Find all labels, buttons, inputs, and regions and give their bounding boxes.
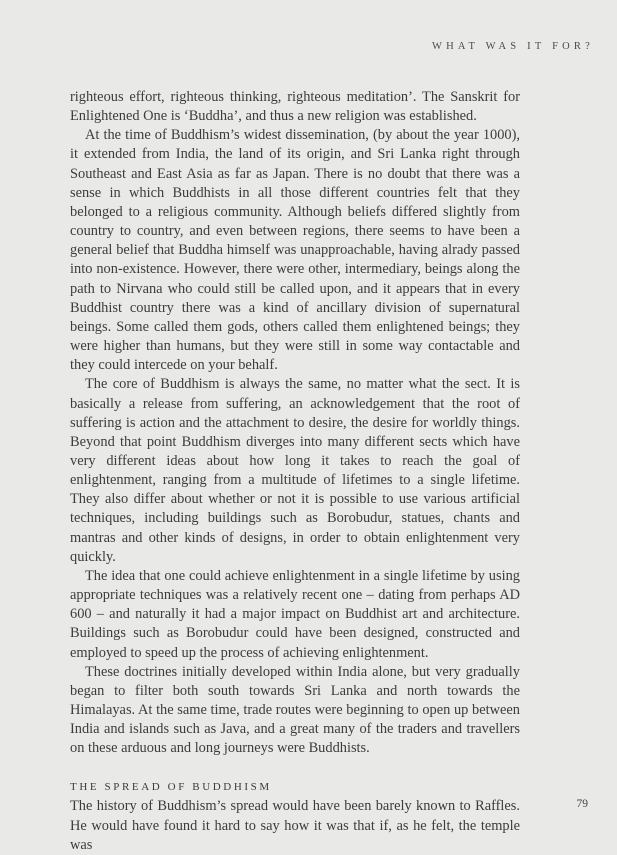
section-heading: THE SPREAD OF BUDDHISM (70, 781, 272, 794)
paragraph-5: These doctrines initially developed within India alone, but very gradually began to filter both south towards Sri Lanka and north towards the Himalayas. At the same time, trade routes were beginning to open up between India and islands such as Java, and a great many of the traders and travellers on these arduous and long journeys were Buddhists. (70, 663, 520, 757)
body-text (70, 88, 520, 855)
section-paragraph: The history of Buddhism’s spread would have been barely known to Raffles. He would have found it hard to say how it was that if, as he felt, the temple was (70, 798, 520, 853)
page-number: 79 (576, 798, 588, 810)
paragraph-1: righteous effort, righteous thinking, righteous meditation’. The Sanskrit for Enlightened One is ‘Buddha’, and thus a new religion was established. (70, 89, 520, 125)
running-head: WHAT WAS IT FOR? (432, 41, 594, 52)
paragraph-3: The core of Buddhism is always the same, no matter what the sect. It is basically a release from suffering, an acknowledgement that the root of suffering is action and the attachment to desire, the desire for worldly things. Beyond that point Buddhism diverges into many different sects which have very different ideas about how long it takes to reach the goal of enlightenment, ranging from a multitude of lifetimes to a single lifetime. They also differ about whether or not it is possible to use various artificial techniques, including buildings such as Borobudur, statues, chants and mantras and other kinds of designs, in order to obtain enlightenment very quickly. (70, 376, 520, 565)
paragraph-2: At the time of Buddhism’s widest dissemination, (by about the year 1000), it extended from India, the land of its origin, and Sri Lanka right through Southeast and East Asia as far as Japan. There is no doubt that there was a sense in which Buddhists in all those different countries felt that they belonged to a religious community. Although beliefs differed slightly from country to country, and even between regions, there seems to have been a general belief that Buddha himself was unapproachable, having alrady passed into non-existence. However, there were other, intermediary, beings along the path to Nirvana who could still be called upon, and it appears that in every Buddhist country there was a kind of ancillary division of supernatural beings. Some called them gods, others called them enlightened beings; they were higher than humans, but they were still in some way contactable and they could intercede on your behalf. (70, 127, 520, 374)
paragraph-4: The idea that one could achieve enlightenment in a single lifetime by using appropriate techniques was a relatively recent one – dating from perhaps AD 600 – and naturally it had a major impact on Buddhist art and architecture. Buildings such as Borobudur could have been designed, constructed and employed to speed up the process of achieving enlightenment. (70, 567, 520, 661)
